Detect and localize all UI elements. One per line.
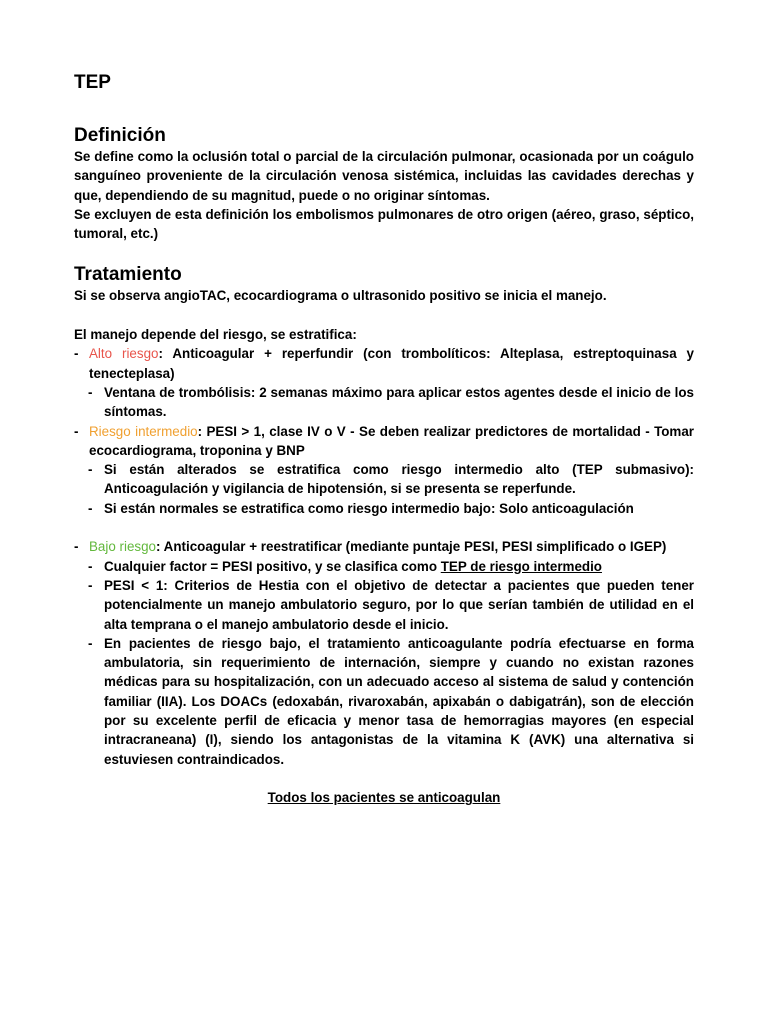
intermedio-sub-text-1: Si están alterados se estratifica como riesgo intermedio alto (TEP submasivo): Anticoagulación y vigilancia de hipotensión, si se presenta se reperfunde. xyxy=(104,462,694,497)
alto-riesgo-text: : Anticoagular + reperfundir (con trombolíticos: Alteplasa, estreptoquinasa y tenecteplasa) xyxy=(89,346,694,381)
bajo-sub-text-1: Cualquier factor = PESI positivo, y se clasifica como xyxy=(104,558,441,574)
sub-item-alto-1 xyxy=(74,383,694,422)
risk-label-intermedio: Riesgo intermedio xyxy=(89,423,198,439)
list-item-alto-riesgo xyxy=(74,344,694,383)
bajo-riesgo-text: : Anticoagular + reestratificar (mediante puntaje PESI, PESI simplificado o IGEP) xyxy=(156,539,667,555)
bullet-dash: - xyxy=(88,500,93,516)
bajo-sub-text-2: PESI < 1: Criterios de Hestia con el objetivo de detectar a pacientes que pueden tener potencialmente un manejo ambulatorio seguro, por lo que serían también de utilidad en el alta temprana o el manejo ambulatorio desde el inicio. xyxy=(104,577,694,632)
bullet-dash: - xyxy=(88,635,93,651)
bullet-dash: - xyxy=(88,462,93,478)
document-title: TEP xyxy=(74,72,111,93)
bullet-dash: - xyxy=(74,423,79,439)
tratamiento-paragraph-1: Si se observa angioTAC, ecocardiograma o ultrasonido positivo se inicia el manejo. xyxy=(74,288,607,304)
risk-label-bajo: Bajo riesgo xyxy=(89,539,156,555)
intermedio-sub-text-2: Si están normales se estratifica como riesgo intermedio bajo: Solo anticoagulación xyxy=(104,500,634,516)
bullet-dash: - xyxy=(88,558,93,574)
tratamiento-paragraph-2: El manejo depende del riesgo, se estratifica: xyxy=(74,327,357,343)
section-heading-definicion: Definición xyxy=(74,125,166,146)
definicion-paragraph-1: Se define como la oclusión total o parcial de la circulación pulmonar, ocasionada por un coágulo sanguíneo proveniente de la circulación venosa sistémica, incluidas las cavidades derechas y que, dependiendo de su magnitud, puede o no originar síntomas. xyxy=(74,149,694,203)
tep-riesgo-intermedio-link: TEP de riesgo intermedio xyxy=(440,558,602,574)
alto-sub-text-1: Ventana de trombólisis: 2 semanas máximo para aplicar estos agentes desde el inicio de los síntomas. xyxy=(104,384,694,420)
sub-item-intermedio-2 xyxy=(74,499,694,518)
bullet-dash: - xyxy=(74,346,79,362)
sub-item-intermedio-1 xyxy=(74,460,694,499)
closing-statement: Todos los pacientes se anticoagulan xyxy=(267,790,501,806)
definicion-paragraph-2: Se excluyen de esta definición los embolismos pulmonares de otro origen (aéreo, graso, séptico, tumoral, etc.) xyxy=(74,206,694,242)
document-content xyxy=(74,72,694,808)
intermedio-text: : PESI > 1, clase IV o V - Se deben realizar predictores de mortalidad - Tomar ecocardiograma, troponina y BNP xyxy=(89,423,694,458)
bullet-dash: - xyxy=(74,539,79,555)
list-item-riesgo-intermedio xyxy=(74,422,694,461)
bullet-dash: - xyxy=(88,384,93,400)
bullet-dash: - xyxy=(88,577,93,593)
risk-label-alto: Alto riesgo xyxy=(89,346,159,362)
section-heading-tratamiento: Tratamiento xyxy=(74,264,182,286)
sub-item-bajo-1 xyxy=(74,557,694,576)
sub-item-bajo-2 xyxy=(74,576,694,634)
list-item-bajo-riesgo xyxy=(74,537,694,556)
sub-item-bajo-3 xyxy=(74,634,694,769)
bajo-sub-text-3: En pacientes de riesgo bajo, el tratamiento anticoagulante podría efectuarse en forma ambulatoria, sin requerimiento de internación, siempre y cuando no existan razones médicas para su hospitalización, con un adecuado acceso al sistema de salud y contención familiar (IIA). Los DOACs (edoxabán, rivaroxabán, apixabán o dabigatrán), son de elección por su excelente perfil de eficacia y menor tasa de hemorragias mayores (en especial intracraneana) (I), siendo los antagonistas de la vitamina K (AVK) una alternativa si estuviesen contraindicados. xyxy=(104,635,694,767)
